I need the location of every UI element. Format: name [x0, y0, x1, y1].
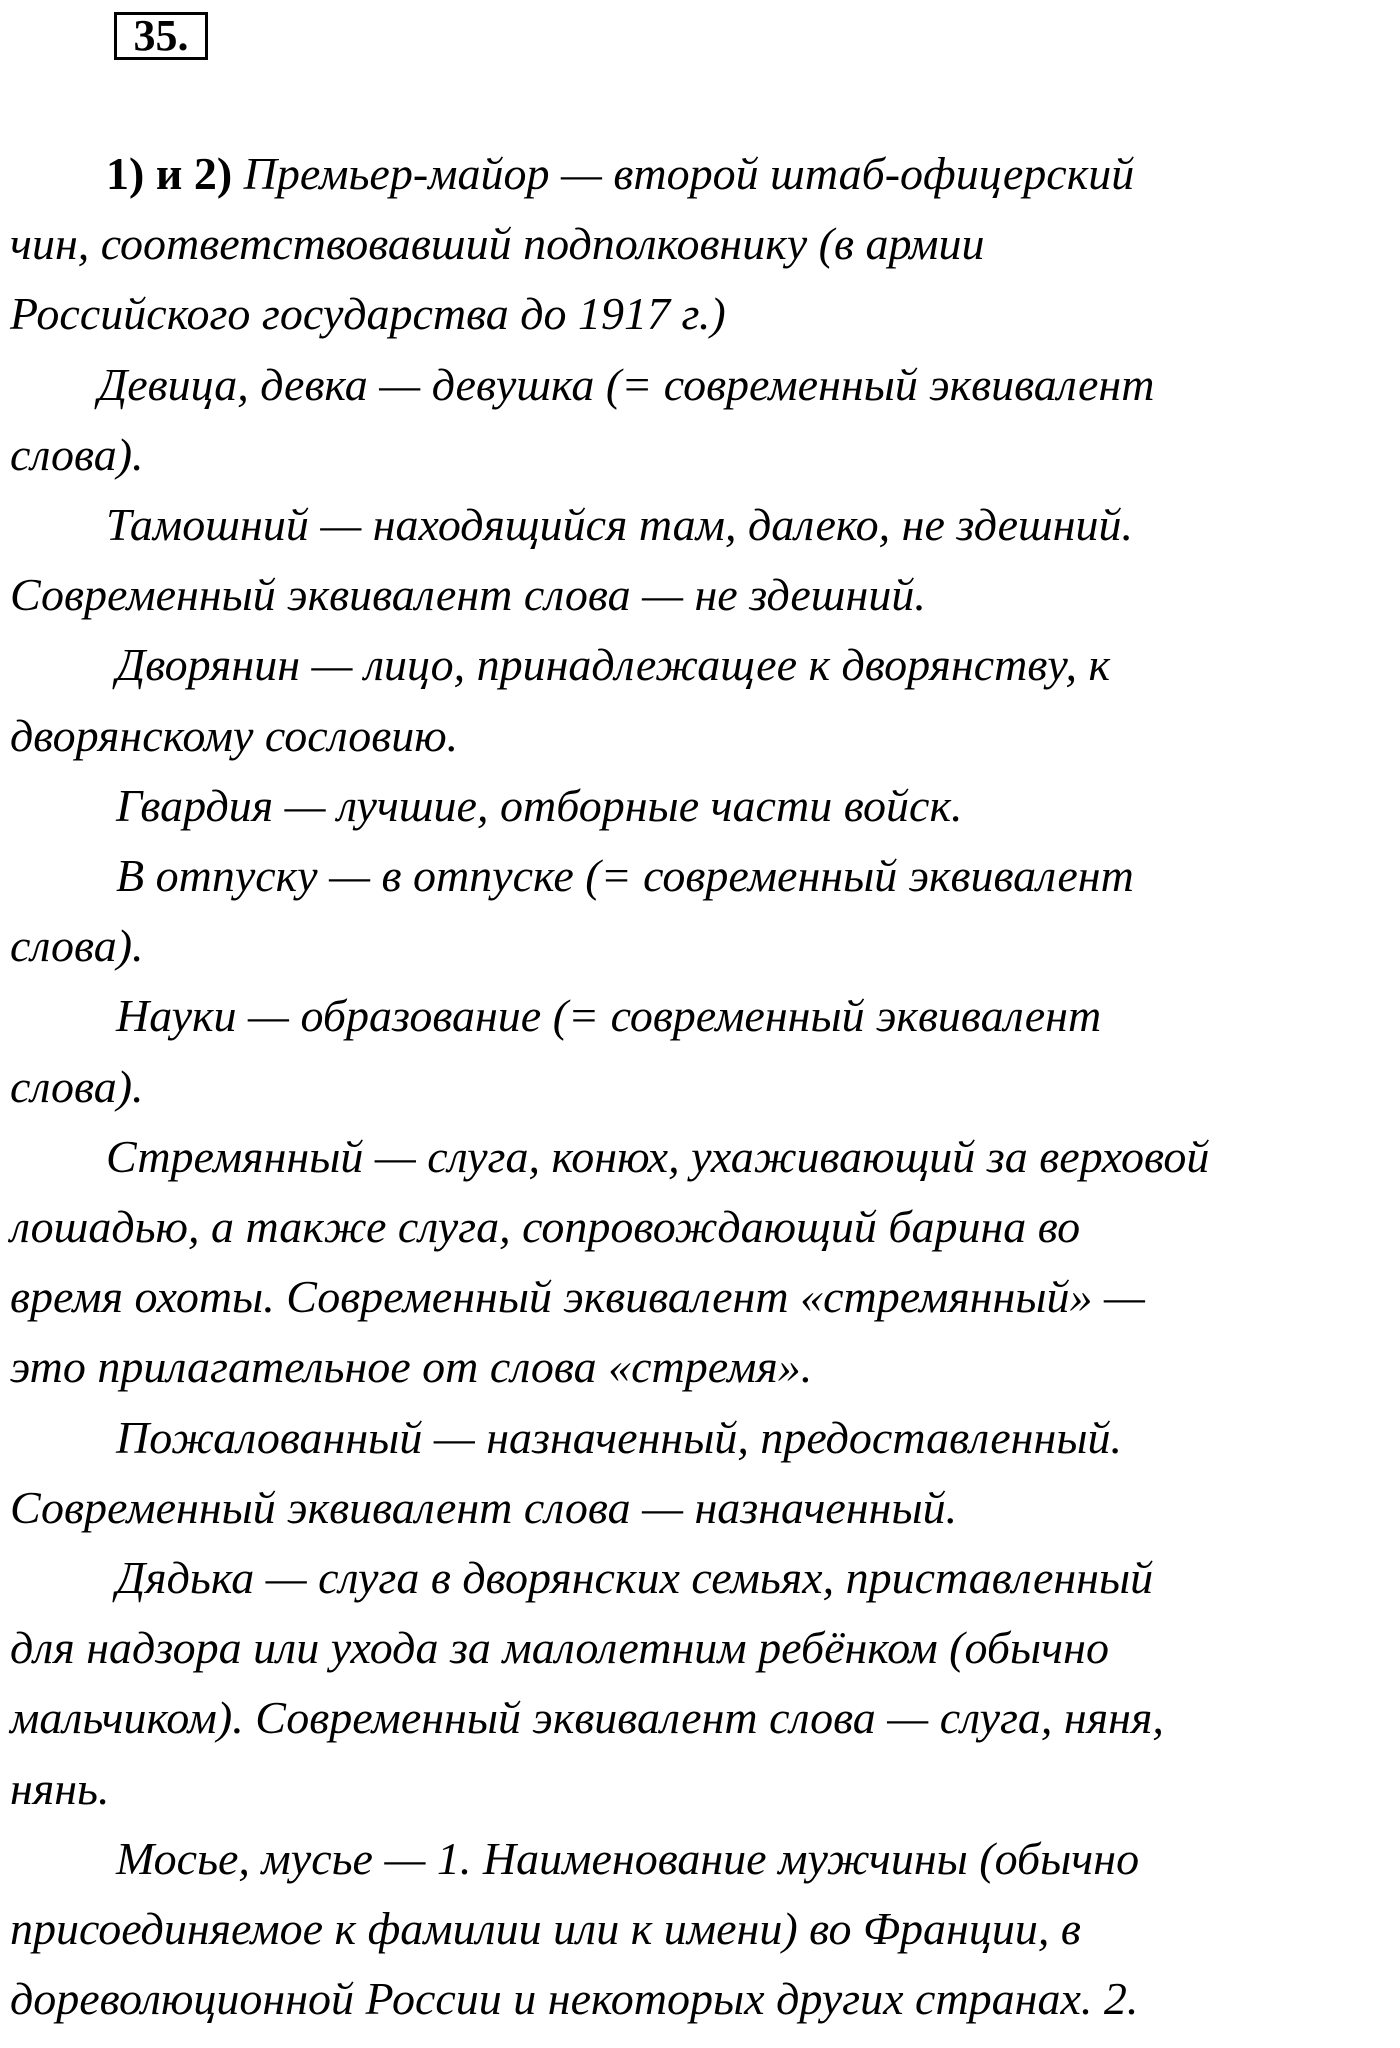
text-line: Стремянный — слуга, конюх, ухаживающий за верховой: [106, 1131, 1210, 1182]
text-line: время охоты. Современный эквивалент «стремянный» —: [10, 1271, 1145, 1322]
text-line: Девица, девка — девушка (= современный эквивалент: [98, 359, 1155, 410]
text-line: Тамошний — находящийся там, далеко, не здешний.: [106, 499, 1134, 550]
text-line-content: Премьер-майор — второй штаб-офицерский: [232, 148, 1135, 199]
text-line: Науки — образование (= современный эквивалент: [116, 990, 1102, 1041]
task-number: 35.: [114, 12, 208, 60]
text-line: Современный эквивалент слова — назначенный.: [10, 1482, 958, 1533]
text-line: Российского государства до 1917 г.): [10, 288, 726, 339]
text-line: слова).: [10, 429, 144, 480]
text-line: присоединяемое к фамилии или к имени) во Франции, в: [10, 1903, 1081, 1954]
text-line: лошадью, а также слуга, сопровождающий барина во: [10, 1201, 1081, 1252]
text-line: это прилагательное от слова «стремя».: [10, 1341, 813, 1392]
text-line: слова).: [10, 920, 144, 971]
answer-lead: 1) и 2): [106, 148, 233, 199]
text-line: Пожалованный — назначенный, предоставленный.: [116, 1412, 1122, 1463]
text-line: Мосье, мусье — 1. Наименование мужчины (обычно: [116, 1833, 1140, 1884]
text-line: [106, 146, 1134, 202]
text-line: Гвардия — лучшие, отборные части войск.: [116, 780, 963, 831]
text-line: Дядька — слуга в дворянских семьях, приставленный: [116, 1552, 1154, 1603]
text-line: Дворянин — лицо, принадлежащее к дворянству, к: [116, 639, 1111, 690]
text-line: слова).: [10, 1061, 144, 1112]
text-line: В отпуску — в отпуске (= современный эквивалент: [116, 850, 1134, 901]
text-line: дореволюционной России и некоторых других странах. 2.: [10, 1973, 1139, 2024]
text-line: дворянскому сословию.: [10, 710, 459, 761]
text-line: мальчиком). Современный эквивалент слова — слуга, няня,: [10, 1692, 1164, 1743]
text-line: Современный эквивалент слова — не здешний.: [10, 569, 926, 620]
text-line: для надзора или ухода за малолетним ребёнком (обычно: [10, 1622, 1109, 1673]
text-line: нянь.: [10, 1763, 110, 1814]
text-line: чин, соответствовавший подполковнику (в армии: [10, 218, 985, 269]
